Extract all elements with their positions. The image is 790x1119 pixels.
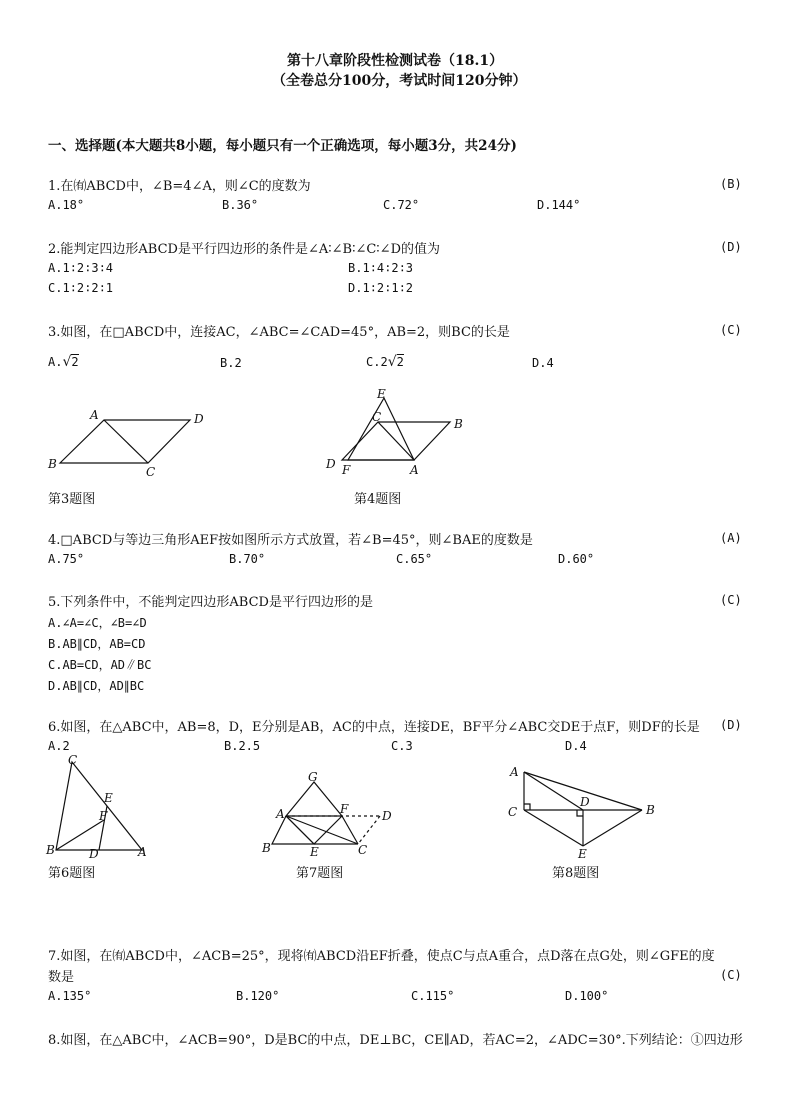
figure-7-caption: 第7题图	[296, 866, 344, 881]
fig7-triangle-gaf	[286, 782, 342, 816]
fig8-label-e: E	[578, 847, 587, 860]
fig7-line-fe	[314, 816, 342, 844]
radicand: 2	[396, 355, 404, 369]
fig7-label-f: F	[340, 802, 349, 816]
question-4-option-d: D.60°	[558, 552, 595, 566]
figure-3-caption: 第3题图	[48, 492, 96, 507]
fig4-label-d: D	[326, 457, 336, 471]
fig8-right-angle-c	[524, 804, 530, 810]
fig7-label-d: D	[382, 809, 392, 823]
fig6-label-c: C	[68, 754, 78, 767]
fig8-label-c: C	[508, 805, 518, 819]
question-7-option-b: B.120°	[236, 989, 280, 1003]
figure-3	[44, 408, 224, 478]
fig7-line-ae	[286, 816, 314, 844]
fig8-label-b: B	[646, 803, 655, 817]
question-1-option-c: C.72°	[383, 198, 420, 212]
fig8-right-angle-d	[577, 810, 583, 816]
question-2-option-a: A.1∶2∶3∶4	[48, 261, 114, 275]
question-2-option-b: B.1∶4∶2∶3	[348, 261, 414, 275]
fig8-line-ce	[524, 810, 583, 846]
fig7-line-fc	[342, 816, 358, 844]
fig7-label-a: A	[276, 807, 285, 821]
fig4-label-b: B	[454, 417, 463, 431]
question-7-answer: (C)	[720, 968, 742, 982]
question-6-option-d: D.4	[565, 739, 587, 753]
fig4-label-a: A	[410, 463, 419, 477]
question-3-stem: 3.如图，在□ABCD中，连接AC，∠ABC=∠CAD=45°，AB=2，则BC的长是	[48, 325, 510, 340]
fig4-equilateral-triangle	[348, 398, 414, 460]
fig3-diagonal-ac	[104, 420, 148, 463]
fig3-label-a: A	[90, 408, 99, 422]
page-title: 第十八章阶段性检测试卷（18.1）	[287, 53, 504, 69]
question-7-option-c: C.115°	[411, 989, 455, 1003]
question-1-option-a: A.18°	[48, 198, 85, 212]
question-2-option-c: C.1∶2∶2∶1	[48, 281, 114, 295]
question-4-answer: (A)	[720, 531, 742, 545]
fig4-label-f: F	[342, 463, 351, 477]
figure-8-caption: 第8题图	[552, 866, 600, 881]
question-5-option-b: B.AB∥CD，AB=CD	[48, 637, 146, 651]
question-7-stem-continued: 数是	[48, 970, 75, 985]
question-8-stem: 8.如图，在△ABC中，∠ACB=90°，D是BC的中点，DE⊥BC，CE∥AD，若AC=2，∠ADC=30°.下列结论：①四边形	[48, 1033, 743, 1048]
question-4-option-b: B.70°	[229, 552, 266, 566]
fig7-label-c: C	[358, 843, 368, 857]
fig3-label-b: B	[48, 457, 57, 471]
fig8-label-d: D	[580, 795, 590, 809]
fig8-line-ad	[524, 772, 583, 810]
question-3-option-a	[48, 354, 79, 370]
fig4-label-e: E	[377, 388, 386, 401]
question-7-stem: 7.如图，在㈲ABCD中，∠ACB=25°，现将㈲ABCD沿EF折叠，使点C与点A重合，点D落在点G处，则∠GFE的度	[48, 949, 715, 964]
question-3-option-c	[366, 354, 404, 370]
question-3-option-b: B.2	[220, 356, 242, 370]
question-1-option-b: B.36°	[222, 198, 259, 212]
figure-7	[258, 768, 398, 858]
figure-8	[500, 760, 670, 860]
question-7-option-a: A.135°	[48, 989, 92, 1003]
question-2-answer: (D)	[720, 240, 742, 254]
section-heading: 一、选择题(本大题共8小题，每小题只有一个正确选项，每小题3分，共24分)	[48, 138, 517, 154]
fig4-label-c: C	[372, 410, 382, 424]
fig7-line-ac	[286, 816, 358, 844]
question-5-option-c: C.AB=CD，AD∥BC	[48, 658, 152, 672]
fig6-label-a: A	[138, 845, 147, 859]
radicand: 2	[71, 355, 79, 369]
fig6-triangle-abc	[56, 762, 142, 850]
question-2-option-d: D.1∶2∶1∶2	[348, 281, 414, 295]
sqrt-sign: √	[62, 354, 72, 370]
question-4-stem: 4.□ABCD与等边三角形AEF按如图所示方式放置，若∠B=45°，则∠BAE的度数是	[48, 533, 533, 548]
question-5-option-d: D.AB∥CD，AD∥BC	[48, 679, 145, 693]
fig7-label-b: B	[262, 841, 271, 855]
figure-6-caption: 第6题图	[48, 866, 96, 881]
fig4-line-ca	[378, 422, 414, 460]
fig7-label-e: E	[310, 845, 319, 858]
figure-4-caption: 第4题图	[354, 492, 402, 507]
question-5-stem: 5.下列条件中，不能判定四边形ABCD是平行四边形的是	[48, 595, 373, 610]
fig8-label-a: A	[510, 765, 519, 779]
question-6-option-a: A.2	[48, 739, 70, 753]
question-6-answer: (D)	[720, 718, 742, 732]
fig6-label-b: B	[46, 843, 55, 857]
question-6-option-c: C.3	[391, 739, 413, 753]
question-2-stem: 2.能判定四边形ABCD是平行四边形的条件是∠A∶∠B∶∠C∶∠D的值为	[48, 242, 440, 257]
fig6-label-e: E	[104, 791, 113, 805]
option-letter: A.	[48, 355, 63, 369]
fig3-label-c: C	[146, 465, 156, 478]
figure-4	[322, 388, 472, 478]
question-1-answer: (B)	[720, 177, 742, 191]
fig6-bisector-bf	[56, 820, 104, 850]
figure-6	[42, 754, 162, 860]
question-6-stem: 6.如图，在△ABC中，AB=8，D，E分别是AB，AC的中点，连接DE，BF平分∠ABC交DE于点F，则DF的长是	[48, 720, 700, 735]
fig7-dashed-dc	[358, 816, 380, 844]
question-3-option-d: D.4	[532, 356, 554, 370]
question-4-option-c: C.65°	[396, 552, 433, 566]
fig7-label-g: G	[308, 770, 318, 784]
question-5-answer: (C)	[720, 593, 742, 607]
question-1-stem: 1.在㈲ABCD中，∠B=4∠A，则∠C的度数为	[48, 179, 311, 194]
page-subtitle: （全卷总分100分，考试时间120分钟）	[272, 73, 527, 89]
option-letter: C.2	[366, 355, 388, 369]
question-7-option-d: D.100°	[565, 989, 609, 1003]
fig6-label-d: D	[89, 847, 99, 860]
sqrt-sign: √	[387, 354, 397, 370]
question-5-option-a: A.∠A=∠C，∠B=∠D	[48, 616, 147, 630]
question-6-option-b: B.2.5	[224, 739, 261, 753]
fig6-label-f: F	[99, 809, 108, 823]
question-3-answer: (C)	[720, 323, 742, 337]
fig3-label-d: D	[194, 412, 204, 426]
question-4-option-a: A.75°	[48, 552, 85, 566]
fig8-line-eb	[583, 810, 642, 846]
fig3-parallelogram	[60, 420, 190, 463]
question-1-option-d: D.144°	[537, 198, 581, 212]
